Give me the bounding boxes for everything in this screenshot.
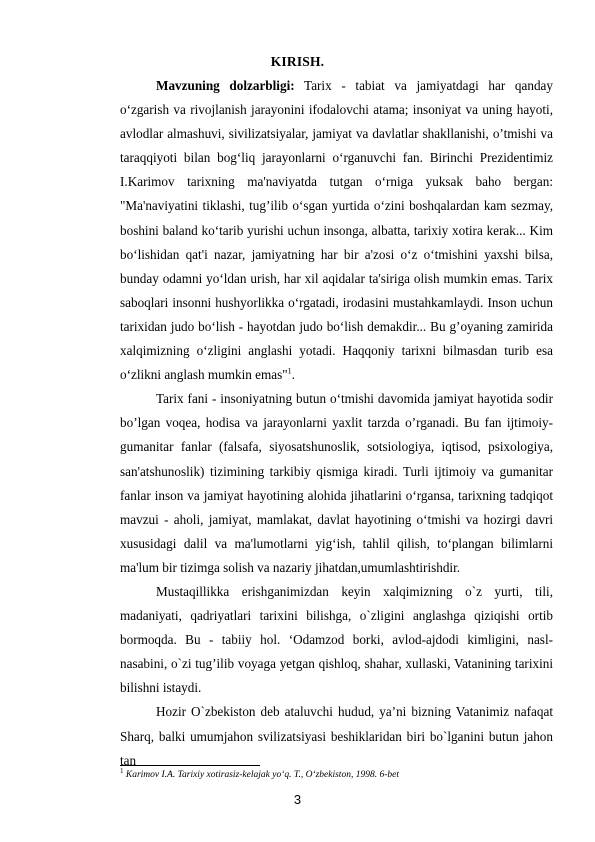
footnote-number: 1	[120, 766, 124, 775]
paragraph-4: Hozir O`zbekiston deb ataluvchi hudud, ya’ni bizning Vatanimiz nafaqat Sharq, balki umumjahon svilizatsiyasi beshiklaridan biri bo`lganini butun jahon tan	[120, 704, 553, 768]
paragraph-text: Tarix - tabiat va jamiyatdagi har qanday o‘zgarish va rivojlanish jarayonini ifodalovchi atama; insoniyat va uning hayoti, avlodlar almashuvi, sivilizatsiyalar, jamiyat va davlatlar shakllanishi, o’tmishi va taraqqiyoti bilan bog‘liq jarayonlarni o‘rganuvchi fan. Birinchi Prezidentimiz I.Karimov tarixning ma'naviyatda tutgan o‘rniga yuksak baho bergan: "Ma'naviyatini tiklashi, tug’ilib o‘sgan yurtida o‘zini boshqalardan kam sezmay, boshini baland ko‘tarib yurishi uchun insonga, albatta, tarixiy xotira kerak... Kim bo‘lishidan qat'i nazar, jamiyatning har bir a'zosi o‘z o‘tmishini yaxshi bilsa, bunday odamni yo‘ldan urish, har xil aqidalar ta'siriga olish mumkin emas. Tarix saboqlari insonni hushyorlikka o‘rgatadi, irodasini mustahkamlaydi. Inson uchun tarixidan judo bo‘lish - hayotdan judo bo‘lish demakdir... Bu g’oyaning zamirida xalqimizning o‘zligini anglashi yotadi. Haqqoniy tarixni bilmasdan turib esa o‘zlikni anglash mumkin emas"	[120, 78, 554, 383]
section-title: KIRISH.	[270, 54, 325, 69]
paragraph-1	[120, 74, 553, 387]
paragraph-lead: Mavzuning dolzarbligi:	[156, 78, 295, 93]
body-text	[120, 74, 553, 773]
footnote-separator	[120, 765, 260, 766]
paragraph-tail: .	[291, 367, 295, 383]
footnote-reference[interactable]: 1	[287, 366, 292, 376]
paragraph-3: Mustaqillikka erishganimizdan keyin xalqimizning o`z yurti, tili, madaniyati, qadriyatlari tarixini bilishga, o`zligini anglashga qiziqishi ortib bormoqda. Bu - tabiiy hol. ‘Odamzod borki, avlod-ajdodi kimligini, nasl-nasabini, o`zi tug’ilib voyaga yetgan qishloq, shahar, xullaski, Vatanining tarixini bilishni istaydi.	[120, 583, 553, 696]
footnote	[120, 766, 553, 781]
footnote-text: Karimov I.A. Tarixiy xotirasiz-kelajak yo‘q. T., O‘zbekiston, 1998. 6-bet	[123, 770, 399, 780]
page-number: 3	[293, 792, 302, 807]
paragraph-2: Tarix fani - insoniyatning butun o‘tmishi davomida jamiyat hayotida sodir bo’lgan voqea, hodisa va jarayonlarni yaxlit tarzda o’rganadi. Bu fan ijtimoiy-gumanitar fanlar (falsafa, siyosatshunoslik, sotsiologiya, iqtisod, psixologiya, san'atshunoslik) tizimining tarkibiy qismiga kiradi. Turli ijtimoiy va gumanitar fanlar inson va jamiyat hayotining alohida jihatlarini o‘rgansa, tarixning tadqiqot mavzui - aholi, jamiyat, mamlakat, davlat hayotining o‘tmishi va hozirgi davri xususidagi dalil va ma'lumotlarni yig‘ish, tahlil qilish, to‘plangan bilimlarni ma'lum bir tizimga solish va nazariy jihatdan,umumlashtirishdir.	[120, 391, 553, 575]
